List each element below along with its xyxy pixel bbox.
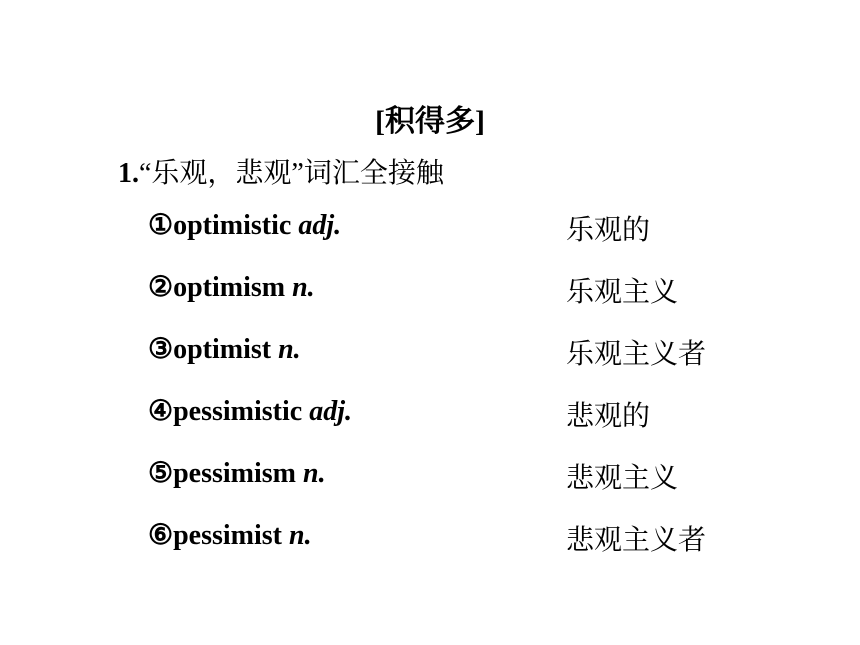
vocab-word: pessimist xyxy=(173,520,283,551)
vocab-row xyxy=(148,208,768,270)
vocab-row xyxy=(148,394,768,456)
vocab-pos: adj. xyxy=(309,396,352,427)
vocab-term xyxy=(148,332,301,366)
vocab-row xyxy=(148,518,768,580)
vocab-term xyxy=(148,394,352,428)
page-title: [积得多] xyxy=(375,105,485,138)
vocab-list xyxy=(148,208,768,580)
vocab-meaning: 乐观的 xyxy=(566,215,651,246)
vocab-marker: ⑥ xyxy=(148,520,174,551)
section-number: 1. xyxy=(118,158,139,189)
vocab-marker: ⑤ xyxy=(148,458,174,489)
vocab-pos: adj. xyxy=(298,210,342,241)
vocab-word: pessimism xyxy=(173,458,297,489)
vocab-pos: n. xyxy=(292,272,315,303)
vocab-marker: ④ xyxy=(148,396,174,427)
vocab-term xyxy=(148,518,312,552)
vocab-pos: n. xyxy=(278,334,301,365)
vocab-marker: ③ xyxy=(148,334,174,365)
vocab-term xyxy=(148,456,326,490)
vocab-row xyxy=(148,456,768,518)
section-label: “乐观，悲观” xyxy=(139,158,304,189)
vocab-word: pessimistic xyxy=(173,396,303,427)
vocab-meaning: 乐观主义 xyxy=(566,277,679,308)
vocab-term xyxy=(148,270,315,304)
vocab-meaning: 悲观主义 xyxy=(566,463,679,494)
vocab-word: optimistic xyxy=(173,210,292,241)
vocab-row xyxy=(148,332,768,394)
vocab-marker: ② xyxy=(148,272,174,303)
vocab-pos: n. xyxy=(289,520,312,551)
vocab-row xyxy=(148,270,768,332)
section-heading xyxy=(118,151,444,191)
vocab-pos: n. xyxy=(303,458,326,489)
vocab-marker: ① xyxy=(148,210,174,241)
vocab-word: optimism xyxy=(173,272,286,303)
vocab-meaning: 悲观主义者 xyxy=(566,525,707,556)
vocab-meaning: 悲观的 xyxy=(566,401,651,432)
vocab-meaning: 乐观主义者 xyxy=(566,339,707,370)
section-label-rest: 词汇全接触 xyxy=(303,158,444,189)
vocab-word: optimist xyxy=(173,334,272,365)
vocab-term xyxy=(148,208,341,242)
